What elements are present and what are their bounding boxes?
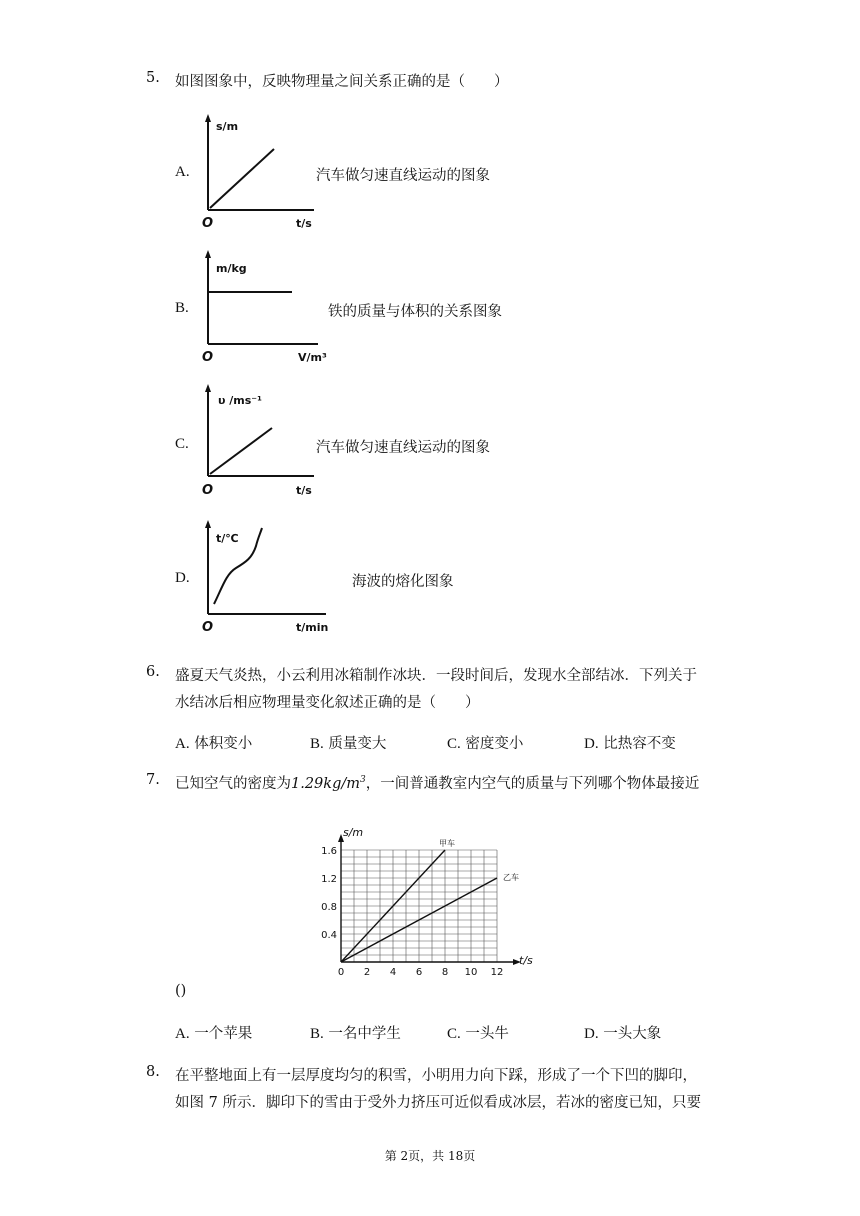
q8-line2: 如图 7 所示．脚印下的雪由于受外力挤压可近似看成冰层，若冰的密度已知，只要 [175,1095,701,1111]
q5-a-x-axis-label: t/s [296,217,312,230]
series-label-jia: 甲车 [439,839,455,848]
q7-option-a-letter: A. [175,1026,190,1042]
q7-option-d-letter: D. [584,1026,599,1042]
q7-density-exponent: 3 [360,775,366,786]
q7-stem-post: ，一间普通教室内空气的质量与下列哪个物体最接近 [365,776,700,792]
x-axis-label: t/s [519,954,533,967]
q6-stem-line1: 盛夏天气炎热，小云利用冰箱制作冰块．一段时间后，发现水全部结冰．下列关于 [175,668,697,684]
q6-option-a-letter: A. [175,736,190,752]
q7-distance-time-chart [300,826,560,982]
q6-option-c-text: 密度变小 [465,736,524,752]
q5-number: 5. [146,70,160,86]
q7-option-c [447,1022,509,1043]
q5-d-x-axis-label: t/min [296,621,329,634]
y-tick-label: 0.4 [321,930,337,941]
q6-option-c [447,732,523,753]
q5-option-b-desc: 铁的质量与体积的关系图象 [328,304,502,320]
q5-c-origin-label: O [202,483,214,498]
q5-option-a-desc: 汽车做匀速直线运动的图象 [316,168,490,184]
q6-stem-line2: 水结冰后相应物理量变化叙述正确的是（ ） [175,695,480,711]
q8-line1: 在平整地面上有一层厚度均匀的积雪，小明用力向下踩，形成了一个下凹的脚印， [175,1068,697,1084]
q7-option-d-text: 一头大象 [603,1026,662,1042]
q5-b-origin-label: O [202,350,214,365]
q5-c-y-axis-label: υ /ms⁻¹ [218,394,262,407]
q7-stem-pre: 已知空气的密度为 [175,776,291,792]
q6-option-b [310,732,386,753]
q5-a-y-axis-label: s/m [216,120,239,133]
q7-density-value [291,776,366,792]
q5-option-d-graph [196,518,346,640]
q6-option-b-text: 质量变大 [328,736,387,752]
q5-option-b-graph [196,248,346,368]
q6-option-c-letter: C. [447,736,461,752]
q7-stem [175,772,699,793]
q5-option-d-desc: 海波的熔化图象 [352,574,454,590]
q6-option-d-text: 比热容不变 [603,736,676,752]
q7-option-b-letter: B. [310,1026,324,1042]
q5-option-b-letter: B. [175,300,189,316]
q5-stem: 如图图象中，反映物理量之间关系正确的是（ ） [175,74,509,90]
q5-option-c-letter: C. [175,436,189,452]
x-tick-label: 10 [464,967,478,978]
q6-number: 6. [146,664,160,680]
x-tick-label: 6 [415,967,423,978]
q5-option-d-letter: D. [175,570,190,586]
q6-option-d [584,732,676,753]
y-tick-label: 1.6 [321,846,337,857]
q5-d-origin-label: O [202,620,214,635]
q7-option-a-text: 一个苹果 [194,1026,253,1042]
q7-option-b [310,1022,401,1043]
q5-d-y-axis-label: t/℃ [216,532,239,545]
q5-option-a-graph [196,112,336,232]
q7-option-b-text: 一名中学生 [328,1026,401,1042]
q5-b-y-axis-label: m/kg [216,262,247,275]
q6-option-a-text: 体积变小 [194,736,253,752]
q6-option-a [175,732,252,753]
q7-density-base: 1.29kg/m [291,776,360,792]
q5-option-c-desc: 汽车做匀速直线运动的图象 [316,440,490,456]
q8-number: 8. [146,1064,160,1080]
y-axis-label: s/m [343,826,364,839]
x-tick-label: 12 [490,967,504,978]
y-tick-label: 0.8 [321,902,337,913]
x-tick-label: 4 [389,967,397,978]
x-tick-label: 8 [441,967,449,978]
q7-number: 7. [146,772,160,788]
q7-option-c-text: 一头牛 [465,1026,509,1042]
x-tick-label: 0 [337,967,345,978]
q5-b-x-axis-label: V/m³ [298,351,327,364]
q7-option-a [175,1022,252,1043]
q7-option-d [584,1022,661,1043]
q5-option-c-graph [196,382,336,504]
q6-option-b-letter: B. [310,736,324,752]
y-tick-label: 1.2 [321,874,337,885]
q5-a-origin-label: O [202,216,214,231]
q7-answer-paren: () [175,983,187,999]
x-tick-label: 2 [363,967,371,978]
page-footer: 第 2页，共 18页 [384,1149,476,1163]
q7-option-c-letter: C. [447,1026,461,1042]
q6-option-d-letter: D. [584,736,599,752]
series-label-yi: 乙车 [503,873,519,882]
q5-option-a-letter: A. [175,164,190,180]
q5-c-x-axis-label: t/s [296,484,312,497]
